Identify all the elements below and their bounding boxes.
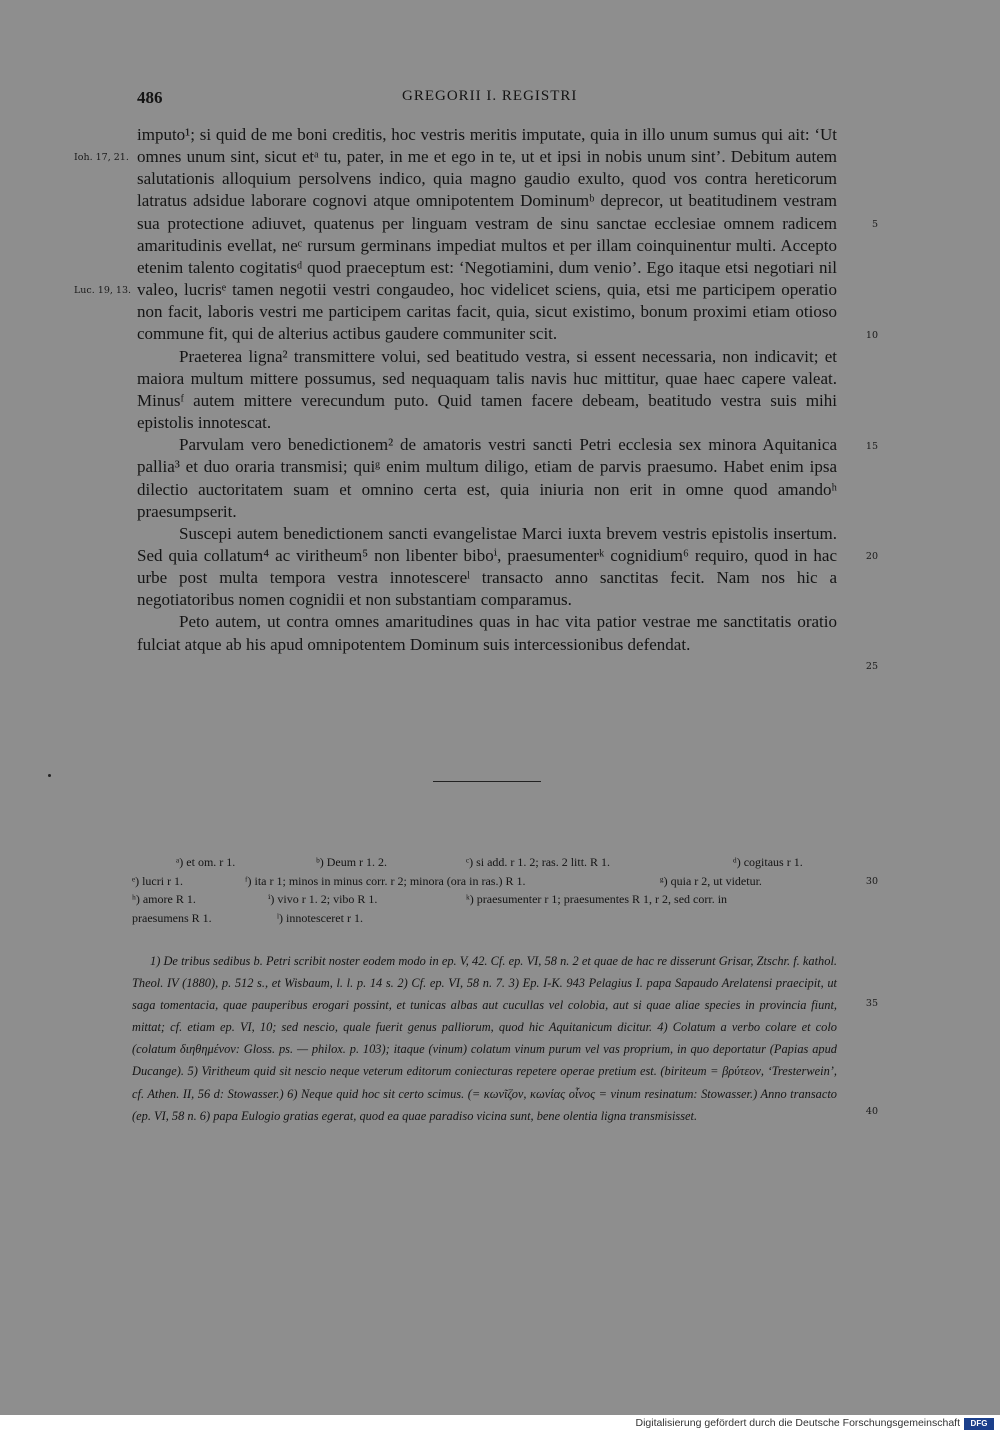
funding-notice: Digitalisierung gefördert durch die Deutsche Forschungsgemeinschaft	[635, 1417, 960, 1429]
paragraph: Praeterea ligna² transmittere volui, sed beatitudo vestra, si essent necessaria, non indicavit; et maiora multum mittere possumus, sed nequaquam talis navis huc mittitur, quae haec capere valeat. Minusᶠ autem mittere verecundum puto. Quid tamen facere debeam, beatitudo vestra suis mihi epistolis innotescat.	[137, 346, 837, 433]
apparatus-note: ᵍ) quia r 2, ut videtur.	[660, 873, 762, 888]
paragraph: Parvulam vero benedictionem² de amatoris vestri sancti Petri ecclesia sex minora Aquitanica pallia³ et duo oraria transmisi; quiᵍ enim multum diligo, etiam de parvis praesumo. Habet enim ipsa dilectio auctoritatem suam et omnino certa est, quia iniuria non erit in omne quod amandoʰ praesumpserit.	[137, 435, 837, 521]
line-number: 35	[865, 998, 878, 1009]
apparatus-row	[132, 890, 837, 909]
apparatus-note: ᵇ) Deum r 1. 2.	[316, 855, 388, 869]
apparatus-note: ˡ) innotesceret r 1.	[277, 910, 363, 925]
paragraph: imputo¹; si quid de me boni creditis, hoc vestris meritis imputate, quia in illo unum sumus qui ait: ‘Ut omnes unum sint, sicut etᵃ tu, pater, in me et ego in te, ut et ipsi in nobis unum sint’. Debitum autem salutationis alloquium persolvens indico, quia magno gaudio exulto, quod vos contra hereticorum latratus adsidue laborare cognovi atque omnipotentem Dominumᵇ deprecor, ut beatitudinem vestram sua protectione adiuvet, quatenus per linguam vestram de sinu sanctae ecclesiae omnem radicem amaritudinis evellat, neᶜ rursum germinans impediat multos et per illam coinquinentur multi. Accepto etenim talento cogitatisᵈ quod praeceptum est: ‘Negotiamini, dum venio’. Ego itaque etsi negotiari nil valeo, lucrisᵉ tamen negotii vestri congaudeo, hoc videlicet sciens, quia, etsi me participem operatio non facit, laboris vestri me participem caritas facit, quia, sicut existimo, bonum proximi etiam otioso commune fit, qui de alterius actibus gaudere communiter scit.	[137, 125, 837, 344]
line-number: 5	[871, 219, 878, 230]
paragraph: Suscepi autem benedictionem sancti evangelistae Marci iuxta brevem vestris epistolis insertum. Sed quia collatum⁴ ac viritheum⁵ non libenter biboⁱ, praesumenterᵏ cognidium⁶ requiro, quod in hac urbe post multa tempora vestra innotescereˡ transacto anno sanctitas fecit. Nam nos hic a negotiatoribus nomen cognidii et non substantiam comparamus.	[137, 523, 837, 610]
apparatus-row	[132, 872, 837, 891]
line-number: 20	[865, 551, 878, 562]
critical-apparatus	[132, 853, 837, 927]
line-number: 30	[865, 876, 878, 887]
line-number: 10	[865, 330, 878, 341]
separator-rule	[433, 781, 541, 782]
line-number: 40	[865, 1106, 878, 1117]
commentary-text: 1) De tribus sedibus b. Petri scribit noster eodem modo in ep. V, 42. Cf. ep. VI, 58 n. 2 et quae de hac re disserunt Grisar, Ztschr. f. kathol. Theol. IV (1880), p. 512 s., et Wisbaum, l. l. p. 14 s. 2) Cf. ep. VI, 58 n. 7. 3) Ep. I-K. 943 Pelagius I. papa Sapaudo Arelatensi praecipit, ut saga tomentacia, quae pauperibus erogari possint, et tunicas albas aut cucullas vel colobia, aut si quae aliae species in provincia fiunt, mittat; cf. etiam ep. VI, 10; sed nescio, quale fuerit genus palliorum, quod hic Aquitanicum dicitur. 4) Colatum a verbo colare et colo (colatum διηθημένον: Gloss. ps. — philox. p. 103); itaque (vinum) colatum vinum purum vel vas proprium, in quo deportatur (Papias apud Ducange). 5) Viritheum quid sit nescio neque veterum editorum coniecturas repetere operae pretium est. (biriteum = βρύτεον, ‘Tresterwein’, cf. Athen. II, 56 d: Stowasser.) 6) Neque quid hoc sit certo scimus. (= κωνῖζον, κωνίας οἶνος = vinum resinatum: Stowasser.) Anno transacto (ep. VI, 58 n. 6) papa Eulogio gratias egerat, quod ea quae paradiso vicina sunt, bene olentia ligna transmisisset.	[132, 954, 837, 1123]
page-header	[137, 88, 837, 110]
apparatus-note: ᵏ) praesumenter r 1; praesumentes R 1, r 2, sed corr. in	[466, 892, 728, 906]
margin-ref-luc: Luc. 19, 13.	[74, 285, 132, 296]
apparatus-row	[132, 853, 837, 872]
apparatus-note: ᵉ) lucri r 1.	[132, 873, 184, 888]
margin-ref-ioh: Ioh. 17, 21.	[74, 152, 129, 163]
apparatus-note: ᵃ) et om. r 1.	[176, 855, 236, 869]
commentary-notes	[132, 950, 837, 1127]
apparatus-note: praesumens R 1.	[132, 910, 212, 925]
line-number: 25	[865, 661, 878, 672]
running-title: GREGORII I. REGISTRI	[402, 88, 578, 104]
apparatus-note: ⁱ) vivo r 1. 2; vibo R 1.	[268, 892, 378, 906]
stray-mark	[48, 774, 51, 777]
apparatus-row	[132, 909, 837, 928]
page-number: 486	[137, 88, 163, 107]
paragraph: Peto autem, ut contra omnes amaritudines quas in hac vita patior vestrae me sanctitatis oratio fulciat atque ab his apud omnipotentem Dominum suis intercessionibus defendat.	[137, 612, 837, 654]
line-number: 15	[865, 441, 878, 452]
apparatus-note: ᶠ) ita r 1; minos in minus corr. r 2; minora (ora in ras.) R 1.	[245, 873, 526, 888]
apparatus-note: ᶜ) si add. r 1. 2; ras. 2 litt. R 1.	[466, 855, 611, 869]
dfg-logo: DFG	[964, 1418, 994, 1430]
main-text	[137, 124, 837, 656]
apparatus-note: ᵈ) cogitaus r 1.	[733, 855, 803, 869]
apparatus-note: ʰ) amore R 1.	[132, 892, 196, 906]
digitization-footer	[0, 1415, 1000, 1433]
